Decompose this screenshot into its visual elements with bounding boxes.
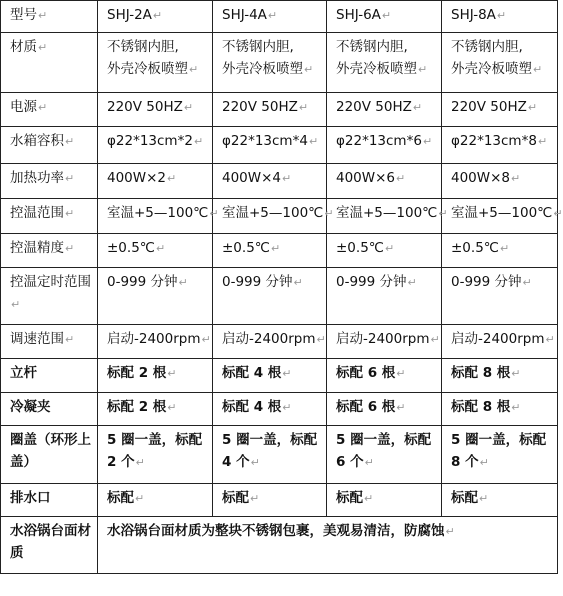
value-cell: 启动-2400rpm↵ xyxy=(327,325,442,359)
row-label: 水箱容积 xyxy=(10,133,64,149)
spec-row xyxy=(1,127,558,164)
row-label-cell xyxy=(1,426,98,484)
cell-line: 标配 6 根 xyxy=(336,399,396,415)
cell-line: 400W×8 xyxy=(451,170,511,186)
cell-line: 标配 8 根 xyxy=(451,365,511,381)
cell-line: 室温+5—100℃ xyxy=(107,205,209,221)
header-row xyxy=(1,1,558,33)
cell-line: 220V 50HZ xyxy=(336,99,412,115)
spec-row xyxy=(1,325,558,359)
cell-line: 400W×2 xyxy=(107,170,167,186)
cell-line: ±0.5℃ xyxy=(107,240,155,256)
spec-row xyxy=(1,359,558,393)
row-label-cell: 调速范围↵ xyxy=(1,325,98,359)
value-cell: 0-999 分钟↵ xyxy=(327,268,442,325)
cell-line: 标配 2 根 xyxy=(107,399,167,415)
row-label-cell: 控温定时范围↵ xyxy=(1,268,98,325)
cell-line: 标配 4 根 xyxy=(222,365,282,381)
footer-row xyxy=(1,517,558,574)
cell-line: ±0.5℃ xyxy=(222,240,270,256)
value-cell: 室温+5—100℃↵ xyxy=(327,199,442,234)
value-cell: 标配 4 根↵ xyxy=(213,393,327,426)
row-label: 控温定时范围 xyxy=(10,274,91,290)
cell-line: 室温+5—100℃ xyxy=(222,205,324,221)
cell-line: 8 个 xyxy=(451,454,479,470)
value-cell: 220V 50HZ↵ xyxy=(213,93,327,127)
row-label: 排水口 xyxy=(10,490,51,506)
value-cell: 0-999 分钟↵ xyxy=(98,268,213,325)
cell-line: 外壳冷板喷塑 xyxy=(451,61,532,77)
value-cell: 220V 50HZ↵ xyxy=(442,93,558,127)
cell-line: 标配 xyxy=(222,490,249,506)
value-cell: 5 圈一盖，标配 8 个↵ xyxy=(442,426,558,484)
row-label-cell: 加热功率↵ xyxy=(1,164,98,199)
model-cell: SHJ-4A↵ xyxy=(213,1,327,33)
footer-text: 水浴锅台面材质为整块不锈钢包裹，美观易清洁，防腐蚀 xyxy=(107,523,445,539)
row-label: 调速范围 xyxy=(10,331,64,347)
header-label-cell: 型号↵ xyxy=(1,1,98,33)
value-cell: 启动-2400rpm↵ xyxy=(442,325,558,359)
footer-label: 水浴锅台面材质 xyxy=(10,523,91,561)
value-cell: ±0.5℃↵ xyxy=(327,234,442,268)
value-cell: 标配 2 根↵ xyxy=(98,359,213,393)
value-cell: 室温+5—100℃↵ xyxy=(213,199,327,234)
cell-line: 室温+5—100℃ xyxy=(336,205,438,221)
value-cell: 标配↵ xyxy=(442,484,558,517)
cell-line: 标配 xyxy=(107,490,134,506)
value-cell: φ22*13cm*8↵ xyxy=(442,127,558,164)
cell-line: 启动-2400rpm xyxy=(336,331,430,347)
row-label-cell: 控温范围↵ xyxy=(1,199,98,234)
cell-line: 5 圈一盖，标配 xyxy=(451,432,547,448)
value-cell: 0-999 分钟↵ xyxy=(213,268,327,325)
cell-line: 启动-2400rpm xyxy=(107,331,201,347)
cell-line: 5 圈一盖，标配 xyxy=(222,432,318,448)
spec-row xyxy=(1,164,558,199)
cell-line: 220V 50HZ xyxy=(107,99,183,115)
value-cell: ±0.5℃↵ xyxy=(442,234,558,268)
row-label: 立杆 xyxy=(10,365,37,381)
cell-line: ±0.5℃ xyxy=(451,240,499,256)
value-cell: 0-999 分钟↵ xyxy=(442,268,558,325)
value-cell: 220V 50HZ↵ xyxy=(98,93,213,127)
value-cell: 室温+5—100℃↵ xyxy=(442,199,558,234)
value-cell: 启动-2400rpm↵ xyxy=(98,325,213,359)
cell-line: 标配 8 根 xyxy=(451,399,511,415)
spec-row xyxy=(1,93,558,127)
value-cell: φ22*13cm*6↵ xyxy=(327,127,442,164)
row-label-cell xyxy=(1,393,98,426)
cell-line: ±0.5℃ xyxy=(336,240,384,256)
cell-line: 0-999 分钟 xyxy=(451,274,522,290)
cell-line: 标配 6 根 xyxy=(336,365,396,381)
cell-line: 标配 xyxy=(451,490,478,506)
cell-line: 不锈钢内胆, xyxy=(451,39,523,55)
row-label-cell xyxy=(1,359,98,393)
cell-line: 不锈钢内胆, xyxy=(336,39,408,55)
row-label-cell: 材质↵ xyxy=(1,33,98,93)
value-cell: 标配 6 根↵ xyxy=(327,393,442,426)
footer-label-cell xyxy=(1,517,98,574)
spec-row xyxy=(1,393,558,426)
cell-line: 不锈钢内胆, xyxy=(222,39,294,55)
cell-line: 0-999 分钟 xyxy=(336,274,407,290)
row-label: 材质 xyxy=(10,39,37,55)
value-cell: 400W×8↵ xyxy=(442,164,558,199)
cell-line: 5 圈一盖，标配 xyxy=(107,432,203,448)
value-cell: 标配 4 根↵ xyxy=(213,359,327,393)
row-label: 电源 xyxy=(10,99,37,115)
value-cell: 标配↵ xyxy=(327,484,442,517)
value-cell: 不锈钢内胆, 外壳冷板喷塑↵ xyxy=(213,33,327,93)
row-label: 控温精度 xyxy=(10,240,64,256)
row-label: 圈盖（环形上盖） xyxy=(10,432,91,470)
cell-line: φ22*13cm*4 xyxy=(222,133,308,149)
value-cell: 400W×2↵ xyxy=(98,164,213,199)
cell-line: φ22*13cm*8 xyxy=(451,133,537,149)
value-cell: 5 圈一盖，标配 4 个↵ xyxy=(213,426,327,484)
cell-line: 400W×4 xyxy=(222,170,282,186)
cell-line: 220V 50HZ xyxy=(451,99,527,115)
row-label: 控温范围 xyxy=(10,205,64,221)
value-cell: 标配 6 根↵ xyxy=(327,359,442,393)
value-cell: 5 圈一盖，标配 2 个↵ xyxy=(98,426,213,484)
spec-row xyxy=(1,33,558,93)
cell-line: 5 圈一盖，标配 xyxy=(336,432,432,448)
cell-line: 外壳冷板喷塑 xyxy=(336,61,417,77)
value-cell: 标配 8 根↵ xyxy=(442,393,558,426)
model-cell: SHJ-6A↵ xyxy=(327,1,442,33)
value-cell: 不锈钢内胆, 外壳冷板喷塑↵ xyxy=(327,33,442,93)
row-label-cell: 水箱容积↵ xyxy=(1,127,98,164)
cell-line: 标配 4 根 xyxy=(222,399,282,415)
row-label-cell xyxy=(1,484,98,517)
value-cell: 220V 50HZ↵ xyxy=(327,93,442,127)
row-label-cell: 电源↵ xyxy=(1,93,98,127)
cell-line: 6 个 xyxy=(336,454,364,470)
cell-line: 0-999 分钟 xyxy=(222,274,293,290)
cell-line: φ22*13cm*2 xyxy=(107,133,193,149)
cell-line: φ22*13cm*6 xyxy=(336,133,422,149)
spec-row xyxy=(1,234,558,268)
cell-line: 启动-2400rpm xyxy=(451,331,545,347)
row-label: 冷凝夹 xyxy=(10,399,51,415)
spec-row xyxy=(1,426,558,484)
value-cell: ±0.5℃↵ xyxy=(213,234,327,268)
cell-line: 标配 xyxy=(336,490,363,506)
footer-text-cell: 水浴锅台面材质为整块不锈钢包裹，美观易清洁，防腐蚀↵ xyxy=(98,517,558,574)
model-cell: SHJ-8A↵ xyxy=(442,1,558,33)
cell-line: 2 个 xyxy=(107,454,135,470)
cell-line: 4 个 xyxy=(222,454,250,470)
value-cell: 标配 2 根↵ xyxy=(98,393,213,426)
cell-line: 220V 50HZ xyxy=(222,99,298,115)
model-cell: SHJ-2A↵ xyxy=(98,1,213,33)
cell-line: 400W×6 xyxy=(336,170,396,186)
value-cell: 5 圈一盖，标配 6 个↵ xyxy=(327,426,442,484)
value-cell: 标配 8 根↵ xyxy=(442,359,558,393)
cell-line: 不锈钢内胆, xyxy=(107,39,179,55)
cell-line: 室温+5—100℃ xyxy=(451,205,553,221)
cell-line: 启动-2400rpm xyxy=(222,331,316,347)
cell-line: 外壳冷板喷塑 xyxy=(222,61,303,77)
value-cell: 400W×6↵ xyxy=(327,164,442,199)
value-cell: φ22*13cm*2↵ xyxy=(98,127,213,164)
cell-line: 0-999 分钟 xyxy=(107,274,178,290)
value-cell: 不锈钢内胆, 外壳冷板喷塑↵ xyxy=(442,33,558,93)
value-cell: 标配↵ xyxy=(98,484,213,517)
cell-line: 标配 2 根 xyxy=(107,365,167,381)
value-cell: 室温+5—100℃↵ xyxy=(98,199,213,234)
row-label: 加热功率 xyxy=(10,170,64,186)
value-cell: 不锈钢内胆, 外壳冷板喷塑↵ xyxy=(98,33,213,93)
value-cell: 启动-2400rpm↵ xyxy=(213,325,327,359)
spec-row xyxy=(1,199,558,234)
value-cell: ±0.5℃↵ xyxy=(98,234,213,268)
row-label-cell: 控温精度↵ xyxy=(1,234,98,268)
cell-line: 外壳冷板喷塑 xyxy=(107,61,188,77)
spec-row xyxy=(1,268,558,325)
spec-row xyxy=(1,484,558,517)
value-cell: 400W×4↵ xyxy=(213,164,327,199)
value-cell: φ22*13cm*4↵ xyxy=(213,127,327,164)
value-cell: 标配↵ xyxy=(213,484,327,517)
